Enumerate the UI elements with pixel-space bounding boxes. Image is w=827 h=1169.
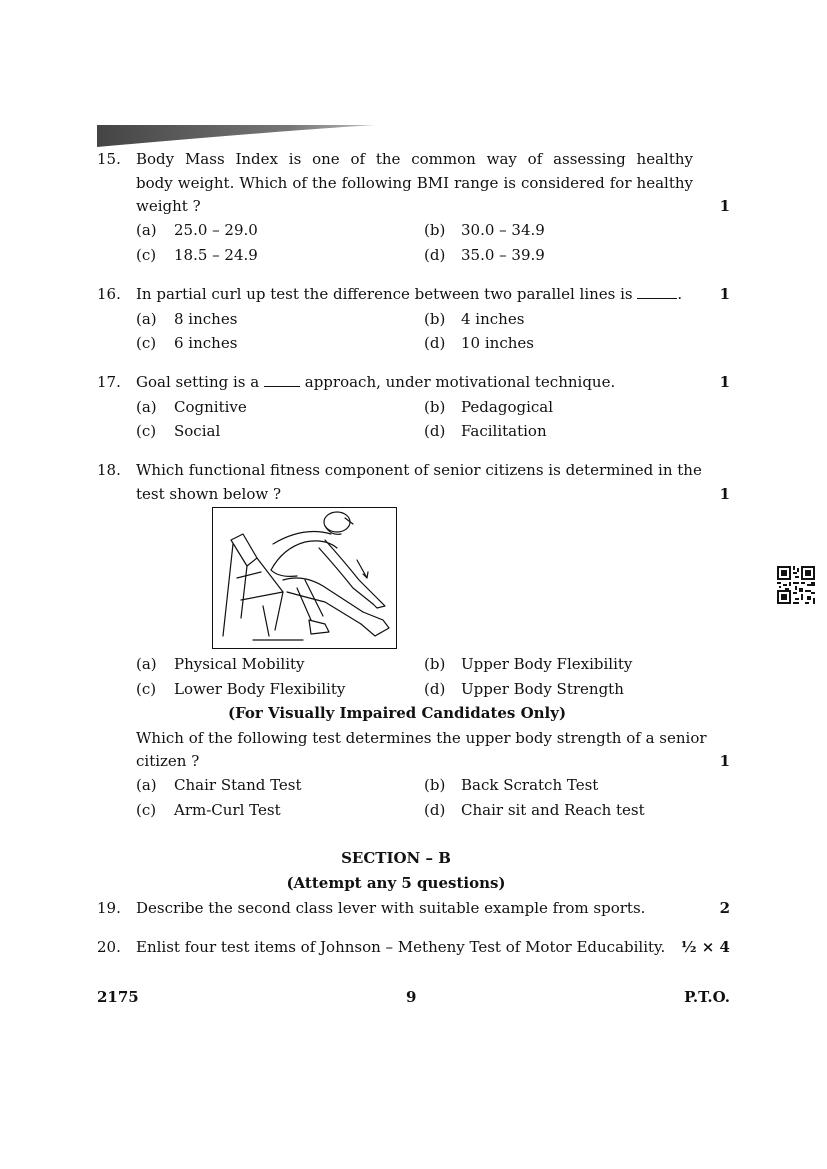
q16-option-b: 4 inches [461, 310, 525, 328]
vi-question-line-1: Which of the following test determines the upper body strength of a senior [136, 729, 707, 747]
vi-option-d-label: (d) [424, 801, 446, 819]
vi-option-b-label: (b) [424, 776, 446, 794]
q17-option-c: Social [174, 422, 221, 440]
q16-text-before: In partial curl up test the difference between two parallel lines is [136, 285, 633, 303]
q15-option-c-label: (c) [136, 246, 157, 264]
pto-label: P.T.O. [684, 988, 730, 1006]
vi-option-a: Chair Stand Test [174, 776, 302, 794]
q20-marks: ½ × 4 [680, 938, 730, 956]
q16-option-a: 8 inches [174, 310, 238, 328]
q17-marks: 1 [719, 373, 730, 391]
q18-option-a: Physical Mobility [174, 655, 305, 673]
q19-marks: 2 [719, 899, 730, 917]
q16-option-d-label: (d) [424, 334, 446, 352]
q19-text: Describe the second class lever with suitable example from sports. [136, 899, 646, 917]
q18-option-b: Upper Body Flexibility [461, 655, 633, 673]
q16-option-b-label: (b) [424, 310, 446, 328]
q16-option-c: 6 inches [174, 334, 238, 352]
chair-sit-reach-drawing [213, 508, 396, 648]
q18-option-d: Upper Body Strength [461, 680, 624, 698]
q15-marks: 1 [719, 197, 730, 215]
q18-option-a-label: (a) [136, 655, 157, 673]
q17-number: 17. [97, 373, 121, 391]
q16-number: 16. [97, 285, 121, 303]
q15-text-line-1: Body Mass Index is one of the common way of assessing healthy [136, 150, 693, 168]
q17-blank [264, 374, 300, 387]
qr-code [777, 566, 815, 604]
q20-text: Enlist four test items of Johnson – Metheny Test of Motor Educability. [136, 938, 666, 956]
vi-marks: 1 [719, 752, 730, 770]
vi-option-c: Arm-Curl Test [174, 801, 281, 819]
header-decoration [97, 125, 375, 147]
q18-text-line-1: Which functional fitness component of senior citizens is determined in the [136, 461, 702, 479]
vi-option-d: Chair sit and Reach test [461, 801, 645, 819]
vi-question-line-2: citizen ? [136, 752, 200, 770]
q18-option-c: Lower Body Flexibility [174, 680, 346, 698]
q17-option-b-label: (b) [424, 398, 446, 416]
test-illustration [212, 507, 397, 649]
q17-text [136, 373, 615, 391]
q15-option-b-label: (b) [424, 221, 446, 239]
vi-option-c-label: (c) [136, 801, 157, 819]
q17-option-d: Facilitation [461, 422, 547, 440]
q17-option-b: Pedagogical [461, 398, 554, 416]
q17-option-d-label: (d) [424, 422, 446, 440]
q15-option-d-label: (d) [424, 246, 446, 264]
q15-option-c: 18.5 – 24.9 [174, 246, 258, 264]
q15-option-d: 35.0 – 39.9 [461, 246, 545, 264]
q20-number: 20. [97, 938, 121, 956]
q17-option-a: Cognitive [174, 398, 247, 416]
q16-option-a-label: (a) [136, 310, 157, 328]
vi-option-b: Back Scratch Test [461, 776, 599, 794]
q18-option-c-label: (c) [136, 680, 157, 698]
vi-heading: (For Visually Impaired Candidates Only) [228, 704, 567, 722]
paper-code: 2175 [97, 988, 139, 1006]
q16-text-after: . [677, 285, 683, 303]
vi-option-a-label: (a) [136, 776, 157, 794]
section-b-title: SECTION – B [341, 849, 451, 867]
q18-option-b-label: (b) [424, 655, 446, 673]
q17-option-a-label: (a) [136, 398, 157, 416]
q19-number: 19. [97, 899, 121, 917]
q16-blank [637, 286, 677, 299]
q17-option-c-label: (c) [136, 422, 157, 440]
q16-marks: 1 [719, 285, 730, 303]
q17-text-after: approach, under motivational technique. [304, 373, 616, 391]
q18-text-line-2: test shown below ? [136, 485, 282, 503]
q15-number: 15. [97, 150, 121, 168]
q15-option-a: 25.0 – 29.0 [174, 221, 258, 239]
q16-option-c-label: (c) [136, 334, 157, 352]
page-number: 9 [406, 988, 417, 1006]
q18-marks: 1 [719, 485, 730, 503]
q18-option-d-label: (d) [424, 680, 446, 698]
q17-text-before: Goal setting is a [136, 373, 260, 391]
section-b-subtitle: (Attempt any 5 questions) [286, 874, 506, 892]
q15-option-b: 30.0 – 34.9 [461, 221, 545, 239]
q15-text-line-2: body weight. Which of the following BMI range is considered for healthy [136, 174, 693, 192]
q15-option-a-label: (a) [136, 221, 157, 239]
q18-number: 18. [97, 461, 121, 479]
q15-text-line-3: weight ? [136, 197, 201, 215]
q16-option-d: 10 inches [461, 334, 534, 352]
q16-text [136, 285, 682, 303]
